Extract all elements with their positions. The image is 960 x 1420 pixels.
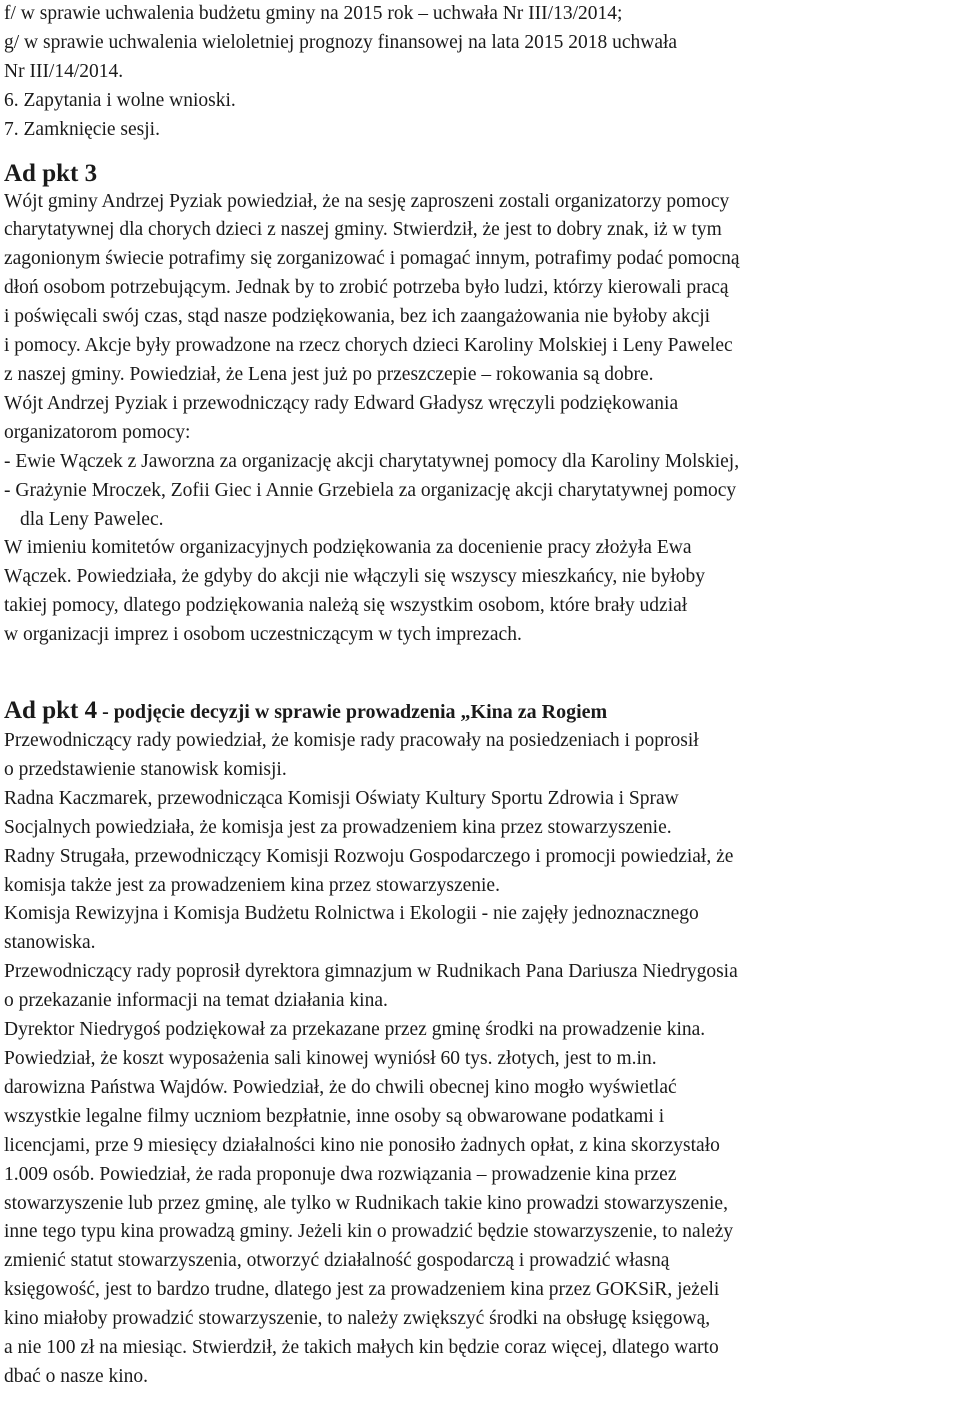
paragraph-line: komisja także jest za prowadzeniem kina przez stowarzyszenie.: [4, 874, 500, 896]
paragraph-line: inne tego typu kina prowadzą gminy. Jeżeli kin o prowadzić będzie stowarzyszenie, to należy: [4, 1221, 734, 1243]
paragraph-line: wszystkie legalne filmy uczniom bezpłatnie, inne osoby są obwarowane podatkami i: [4, 1105, 665, 1127]
paragraph-line: darowizna Państwa Wajdów. Powiedział, że do chwili obecnej kino mogło wyświetlać: [4, 1076, 677, 1098]
list-item: - Grażynie Mroczek, Zofii Giec i Annie Grzebiela za organizację akcji charytatywnej pomocy: [4, 479, 737, 501]
paragraph-line: Przewodniczący rady powiedział, że komisje rady pracowały na posiedzeniach i poprosił: [4, 730, 699, 752]
agenda-line: 6. Zapytania i wolne wnioski.: [4, 89, 236, 111]
list-item-continuation: dla Leny Pawelec.: [20, 508, 164, 530]
paragraph-line: z naszej gminy. Powiedział, że Lena jest już po przeszczepie – rokowania są dobre.: [4, 363, 654, 385]
paragraph-line: a nie 100 zł na miesiąc. Stwierdził, że takich małych kin będzie coraz więcej, dlatego warto: [4, 1337, 719, 1359]
spacer: [4, 650, 952, 696]
paragraph-line: stanowiska.: [4, 932, 96, 954]
list-item: - Ewie Wączek z Jaworzna za organizację akcji charytatywnej pomocy dla Karoliny Molskiej,: [4, 450, 740, 472]
paragraph-line: dłoń osobom potrzebującym. Jednak by to zrobić potrzeba było ludzi, którzy kierowali pracą: [4, 277, 729, 299]
paragraph-line: w organizacji imprez i osobom uczestniczącym w tych imprezach.: [4, 624, 522, 646]
agenda-line: f/ w sprawie uchwalenia budżetu gminy na 2015 rok – uchwała Nr III/13/2014;: [4, 3, 623, 24]
paragraph-line: dbać o nasze kino.: [4, 1365, 149, 1387]
paragraph-line: 1.009 osób. Powiedział, że rada proponuje dwa rozwiązania – prowadzenie kina przez: [4, 1163, 677, 1185]
paragraph-line: stowarzyszenie lub przez gminę, ale tylko w Rudnikach takie kino prowadzi stowarzyszenie,: [4, 1192, 728, 1214]
paragraph-line: kino miałoby prowadzić stowarzyszenie, to należy zwiększyć środki na obsługę księgową,: [4, 1308, 711, 1330]
paragraph-line: zagonionym świecie potrafimy się zorganizować i pomagać innym, potrafimy podać pomocną: [4, 248, 740, 270]
paragraph-line: o przedstawienie stanowisk komisji.: [4, 758, 287, 780]
agenda-line: g/ w sprawie uchwalenia wieloletniej prognozy finansowej na lata 2015 2018 uchwała: [4, 31, 678, 53]
section-heading: Ad pkt 4: [4, 697, 98, 725]
agenda-line: 7. Zamknięcie sesji.: [4, 118, 160, 140]
section-heading: Ad pkt 3: [4, 159, 98, 187]
paragraph-line: i poświęcali swój czas, stąd nasze podziękowania, bez ich zaangażowania nie byłoby akcji: [4, 306, 711, 328]
agenda-tail: [4, 0, 952, 145]
paragraph-line: Radna Kaczmarek, przewodnicząca Komisji Oświaty Kultury Sportu Zdrowia i Spraw: [4, 787, 679, 809]
paragraph-line: Wójt gminy Andrzej Pyziak powiedział, że na sesję zaproszeni zostali organizatorzy pomocy: [4, 190, 730, 212]
paragraph-line: zmienić statut stowarzyszenia, otworzyć działalność gospodarczą i prowadzić własną: [4, 1250, 670, 1272]
section-pkt3: [4, 159, 952, 651]
paragraph-line: W imieniu komitetów organizacyjnych podziękowania za docenienie pracy złożyła Ewa: [4, 537, 692, 559]
paragraph-line: Socjalnych powiedziała, że komisja jest za prowadzeniem kina przez stowarzyszenie.: [4, 816, 672, 838]
paragraph-line: Wączek. Powiedziała, że gdyby do akcji nie włączyli się wszyscy mieszkańcy, nie byłoby: [4, 566, 706, 588]
paragraph-line: o przekazanie informacji na temat działania kina.: [4, 990, 388, 1012]
paragraph-line: organizatorom pomocy:: [4, 421, 191, 443]
paragraph-line: Komisja Rewizyjna i Komisja Budżetu Rolnictwa i Ekologii - nie zajęły jednoznacznego: [4, 903, 699, 925]
paragraph-line: takiej pomocy, dlatego podziękowania należą się wszystkim osobom, które brały udział: [4, 595, 688, 617]
paragraph-line: księgowość, jest to bardzo trudne, dlatego jest za prowadzeniem kina przez GOKSiR, jeżeli: [4, 1279, 720, 1301]
paragraph-line: i pomocy. Akcje były prowadzone na rzecz chorych dzieci Karoliny Molskiej i Leny Pawelec: [4, 335, 733, 357]
section-subheading: - podjęcie decyzji w sprawie prowadzenia „Kina za Rogiem: [97, 701, 608, 724]
paragraph-line: Dyrektor Niedrygoś podziękował za przekazane przez gminę środki na prowadzenie kina.: [4, 1019, 706, 1041]
section-pkt4: [4, 696, 952, 1392]
paragraph-line: Wójt Andrzej Pyziak i przewodniczący rady Edward Gładysz wręczyli podziękowania: [4, 392, 679, 414]
document-page: [4, 0, 952, 1392]
paragraph-line: Powiedział, że koszt wyposażenia sali kinowej wyniósł 60 tys. złotych, jest to m.in.: [4, 1048, 657, 1069]
agenda-line: Nr III/14/2014.: [4, 60, 124, 82]
section-heading-row: [4, 696, 952, 727]
paragraph-line: Przewodniczący rady poprosił dyrektora gimnazjum w Rudnikach Pana Dariusza Niedrygosia: [4, 961, 738, 983]
paragraph-line: Radny Strugała, przewodniczący Komisji Rozwoju Gospodarczego i promocji powiedział, że: [4, 845, 734, 867]
spacer: [4, 145, 952, 159]
paragraph-line: licencjami, prze 9 miesięcy działalności kino nie ponosiło żadnych opłat, z kina skorzystało: [4, 1134, 720, 1156]
paragraph-line: charytatywnej dla chorych dzieci z naszej gminy. Stwierdził, że jest to dobry znak, iż w tym: [4, 219, 722, 241]
